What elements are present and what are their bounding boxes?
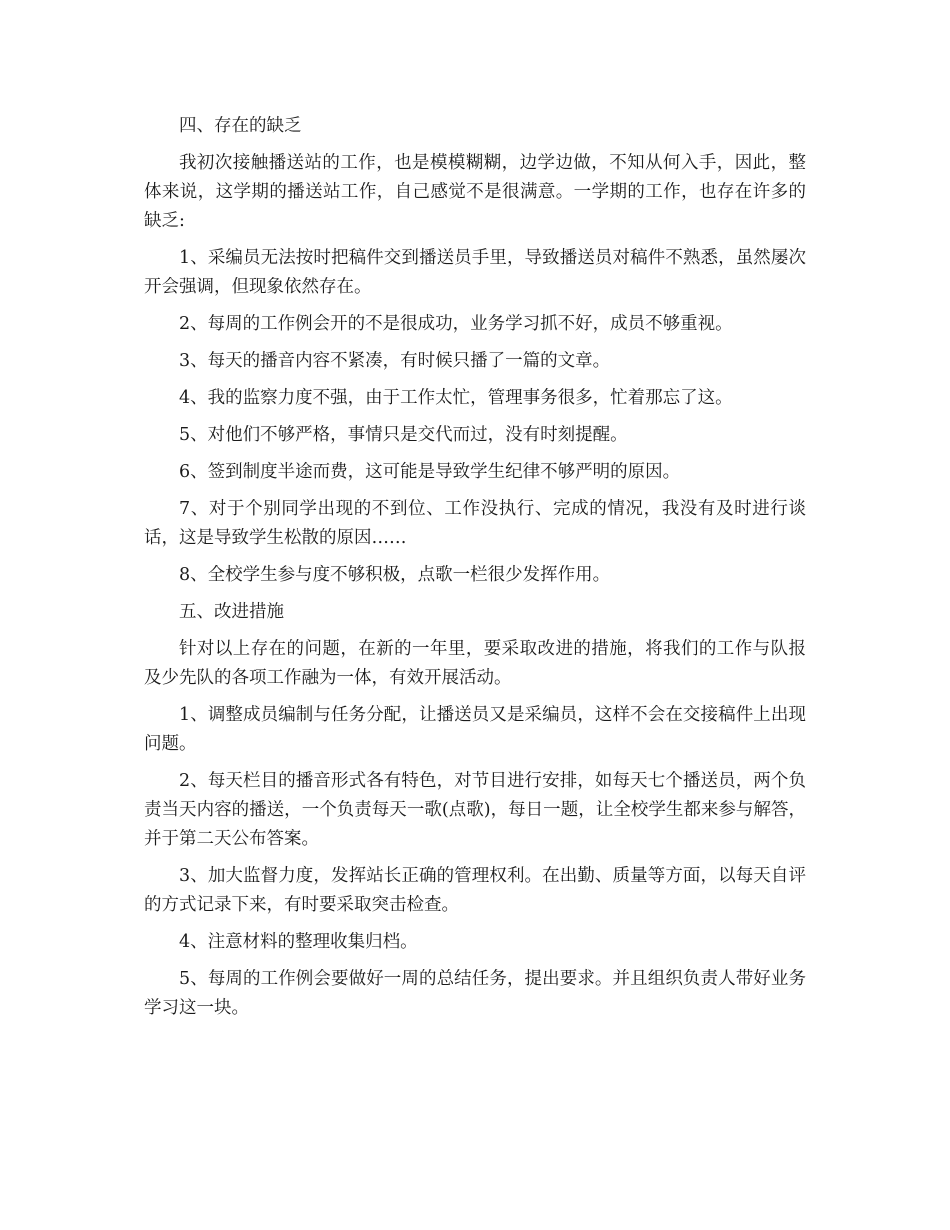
list-item-shortcoming-7: 7、对于个别同学出现的不到位、工作没执行、完成的情况，我没有及时进行谈话，这是导致学生松散的原因…… <box>144 499 806 548</box>
document-body <box>144 112 806 1023</box>
section-heading-improvements: 五、改进措施 <box>179 602 284 622</box>
list-item-shortcoming-8: 8、全校学生参与度不够积极，点歌一栏很少发挥作用。 <box>179 565 611 585</box>
list-item-shortcoming-3: 3、每天的播音内容不紧凑，有时候只播了一篇的文章。 <box>179 351 611 371</box>
list-item-shortcoming-6: 6、签到制度半途而费，这可能是导致学生纪律不够严明的原因。 <box>179 462 681 482</box>
section-heading-shortcomings: 四、存在的缺乏 <box>179 116 302 136</box>
list-item-shortcoming-5: 5、对他们不够严格，事情只是交代而过，没有时刻提醒。 <box>179 425 628 445</box>
list-item-shortcoming-4: 4、我的监察力度不强，由于工作太忙，管理事务很多，忙着那忘了这。 <box>179 388 733 408</box>
list-item-shortcoming-2: 2、每周的工作例会开的不是很成功，业务学习抓不好，成员不够重视。 <box>179 314 733 334</box>
list-item-improvement-3: 3、加大监督力度，发挥站长正确的管理权利。在出勤、质量等方面，以每天自评的方式记录下来，有时要采取突击检查。 <box>144 866 806 915</box>
list-item-shortcoming-1: 1、采编员无法按时把稿件交到播送员手里，导致播送员对稿件不熟悉，虽然屡次开会强调，但现象依然存在。 <box>144 248 806 297</box>
list-item-improvement-1: 1、调整成员编制与任务分配，让播送员又是采编员，这样不会在交接稿件上出现问题。 <box>144 705 806 754</box>
paragraph-intro: 我初次接触播送站的工作，也是模模糊糊，边学边做，不知从何入手，因此，整体来说，这学期的播送站工作，自己感觉不是很满意。一学期的工作，也存在许多的缺乏: <box>144 153 806 231</box>
list-item-improvement-4: 4、注意材料的整理收集归档。 <box>179 932 418 952</box>
list-item-improvement-2: 2、每天栏目的播音形式各有特色，对节目进行安排，如每天七个播送员，两个负责当天内容的播送，一个负责每天一歌(点歌)，每日一题，让全校学生都来参与解答，并于第二天公布答案。 <box>144 771 806 849</box>
paragraph-improvement-intro: 针对以上存在的问题，在新的一年里，要采取改进的措施，将我们的工作与队报及少先队的各项工作融为一体，有效开展活动。 <box>144 639 806 688</box>
list-item-improvement-5: 5、每周的工作例会要做好一周的总结任务，提出要求。并且组织负责人带好业务学习这一块。 <box>144 969 806 1018</box>
